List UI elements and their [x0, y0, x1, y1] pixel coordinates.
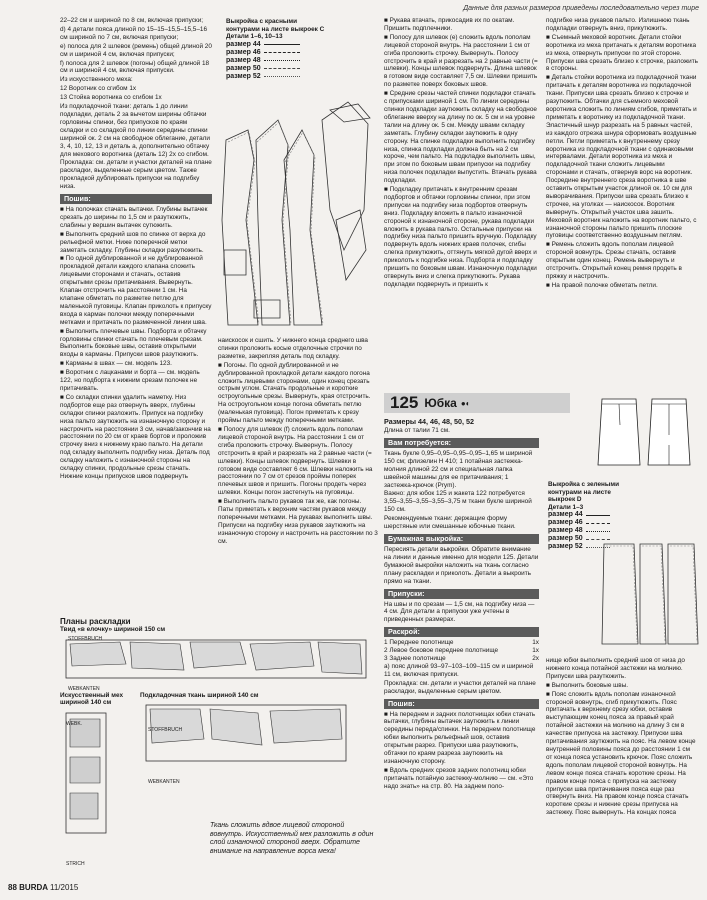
- paragraph: 12 Воротник со сгибом 1x: [60, 85, 137, 93]
- paragraph: ■ Рукава втачать, прикосадив их по окатам. Пришить подплечники.: [384, 17, 515, 32]
- skirt-drawing: [590, 395, 700, 470]
- issue: 11/2015: [49, 883, 79, 892]
- skirt-pattern-diagram: [600, 540, 700, 650]
- difficulty-icon: ●◐: [460, 398, 471, 408]
- layout-caption: Ткань сложить вдвое лицевой стороной вовнутрь. Искусственный мех разложить в один слой изнаночной стороной вверх. Обратите внимание на направление ворса меха!: [210, 822, 374, 855]
- sew-list: [384, 711, 539, 791]
- stoffbruch-label-2: STOFFBRUCH: [148, 727, 183, 733]
- size-52: размер 52: [548, 543, 628, 551]
- paragraph: ■ На переднем и задних полотнищах юбки стачать вытачки, глубины вытачек заутюжить к линии середины переда/спинки. На переднем полотнище юбки выполнить рельефный шов, оставив открытым разрез. Припуски шва разутюжить, обтачки по краям разреза заутюжить на изнаночную сторону.: [384, 710, 536, 765]
- strich-label: STRICH: [66, 861, 85, 867]
- lapel-piece: [336, 210, 366, 280]
- paragraph: нище юбки выполнить средний шов от низа до нижнего конца потайной застежки на молнию. Припуски шва разутюжить.: [546, 657, 685, 680]
- model-length: Длина от талии 71 см.: [384, 427, 450, 434]
- model-sizes: Размеры 44, 46, 48, 50, 52: [384, 417, 474, 426]
- paragraph: е) полоса для 2 шлевок (ремень) общей длиной 20 см и шириной 4 см, включая припуски;: [60, 42, 212, 58]
- size-46: размер 46: [226, 49, 326, 57]
- brand-name: BURDA: [19, 883, 48, 892]
- column-3-top: [384, 17, 539, 387]
- model-125-title: [384, 393, 570, 413]
- paragraph: ■ Съемный меховой воротник. Детали стойки воротника из меха притачать к деталям воротника из меха, отвернуть припуски по этой стороне. Припуски шва срезать близко к строчке, разложить в стороны.: [546, 33, 698, 73]
- layout-title: Планы раскладки: [60, 617, 131, 626]
- cut-piece-qty: 1x: [532, 639, 539, 647]
- col1-sewing: [60, 206, 212, 481]
- model-number: 125: [390, 393, 419, 412]
- paragraph: ■ Пояс сложить вдоль пополам изнаночной стороной вовнутрь, сгиб прикутюжить. Пояс притачать к верхнему срезу юбки, оставив выступающим конец пояса за правый край потайной застежки на молнию на длину 3 см в качестве припуска на застежку. Припуски шва притачивания заутюжить на пояс. На левом конце внутренней половины пояса до расстоянии 1 см от конца пояса установить крючок. Пояс сложить вдоль пополам лицевой стороной вовнутрь. На левом конце пояса стачать короткие срезы. На правом конце пояса с припуска на застежку припуски шва притачивания пояса еще раз отвернуть вниз. На правом конце пояса стачать короткие срезы и нижние срезы припуска на застежку. Пояс вывернуть. На концах пояса: [546, 690, 696, 817]
- paragraph: ■ Со складки спинки удалить наметку. Низ подбортов еще раз отвернуть вверх, глубины складки спинки разложить. Припуск на подгибку низа пальто заутюжить на изнаночную сторону и настрочить на расстоянии 3 см, начав/закончив на расстоянии по 20 см от краев бортов и проложив строчку вниз к нижнему краю пальто. На детали под складку выполнить подгибку низа. Деталь под складку наложить с изнаночной стороны на складку спинки, продольные срезы стачать. Нижние концы припусков швов подвернуть: [60, 393, 211, 480]
- page-number: 88: [8, 883, 17, 892]
- pattern-d-title: Выкройка с зелеными контурами на листе выкроек D: [548, 481, 620, 504]
- paragraph: ■ Средние срезы частей спинки подкладки стачать с припусками шириной 1 см. По линии середины спинки подкладки заутюжить складку на свободное облегание вверху на длину по ок. 5 см и на уровне талии на длину ок. 5 см. Между швами складку заметать. Глубину складки заутюжить в одну сторону. На спинке подкладки выполнить подгибку низа, спинка подкладки должна быть на 2 см короче, чем пальто. На подкладке выполнить швы, при этом по боковым швам припуски на подгибку низа полочек подкладки выпустить. Втачать рукава подкладки.: [384, 90, 537, 185]
- lining-title: Подкладочная ткань шириной 140 см: [140, 691, 259, 699]
- size-50: размер 50: [548, 535, 628, 543]
- cut-piece-name: 3 Заднее полотнище: [384, 655, 446, 663]
- paragraph: ■ Полосу для шлевок (f) сложить вдоль пополам лицевой стороной внутрь. На расстоянии 1 см от сгиба проложить строчку. Вывернуть. Полосу отстрочить в край и разрезать на 2 равные части (= шлевки). Концы шлевок подвернуть. Шлевки в готовом виде составляет 6 см. Шлевки наложить на расстоянии по 7 см от срезов проймы поперек плечевых швов и пришить. Погоны продеть через шлевки. Концы погон застегнуть на пуговицы.: [218, 425, 373, 497]
- skirt-side-piece: [640, 544, 666, 644]
- paragraph: 13 Стойка воротника со сгибом 1x: [60, 94, 162, 102]
- size-46: размер 46: [548, 519, 628, 527]
- paragraph: ■ На полочках стачать вытачки. Глубины вытачек срезать до ширины по 1,5 см и разутюжить, слабины у вершин вытачек сутюжить.: [60, 206, 208, 229]
- pocket-piece: [224, 250, 246, 275]
- cut-piece-qty: 1x: [532, 647, 539, 655]
- paragraph: ■ Погоны. По одной дублированной и не дублированной прокладкой детали каждого погона сложить лицевыми сторонами, один конец срезать острым углом. Стачать продольные и короткие остроугольные срезы. Вывернуть, края отстрочить. На остроугольном конце погона обметать петлю (маленькая пуговица). Погон приметать к срезу проймы пальто между поперечными метками.: [218, 361, 371, 425]
- tweed-layout-diagram: [60, 634, 378, 684]
- paragraph: ■ Подкладку притачать к внутренним срезам подбортов и обтачки горловины спинки, при этом припуски на подгибку низа подбортов отвернуть вниз. Подкладку вложить в пальто изнаночной стороной к изнаночной стороне, рукава подкладки вложить в рукава пальто. Остальные припуски на подгибку низа пальто пришить вручную. Подкладку подвернуть вдоль нижних краев полочек, сгибы слегка прикутюжить, оттянуть мягкой дугой вверх и приколоть к подгибке низа. Подборта и подкладку пришить по боковым швам. Изнаночную подкладки отвернуть вниз и слегка прикутюжить. Рукава подкладки подвернуть и пришить к: [384, 186, 537, 288]
- pattern-c-legend: [226, 18, 326, 81]
- paragraph: ■ Вдоль средних срезов задних полотнищ юбки притачать потайную застежку-молнию — см. «Это надо знать» на стр. 80. На заднем поло-: [384, 766, 534, 790]
- cut-piece-qty: 2x: [532, 655, 539, 663]
- coat-back-piece: [284, 130, 322, 325]
- paragraph: d) 4 детали пояса длиной по 15–15–15,5–15,5–16 см шириной по 7 см, включая припуски;: [60, 25, 208, 41]
- lining-layout-diagram: [140, 699, 360, 769]
- cut-piece-name: 1 Переднее полотнище: [384, 639, 454, 647]
- size-44: размер 44: [226, 41, 326, 49]
- page-footer: [8, 883, 78, 892]
- cut-row: [384, 647, 539, 655]
- paragraph: Прокладка: см. детали и участки деталей на плане раскладки, выделенные серым цветом. Также прокладкой дублировать припуски на подгибку низа.: [60, 159, 212, 191]
- cut-piece-name: 2 Левое боковое переднее полотнище: [384, 647, 499, 655]
- pattern-c-title: Выкройка с красными контурами на листе выкроек С: [226, 18, 325, 33]
- paragraph: ■ Выполнить средний шов по спинке от верха до рельефной метки. Ниже поперечной метки заметать складку. Глубины складки разутюжить.: [60, 230, 206, 254]
- paragraph: подгибке низа рукавов пальто. Излишнюю ткань подкладки отвернуть вниз, прикутюжить.: [546, 17, 690, 32]
- webkanten-label-1: WEBKANTEN: [68, 686, 100, 692]
- col1-sewing-title: Пошив:: [60, 194, 212, 204]
- paragraph: ■ Ремень сложить вдоль пополам лицевой стороной вовнутрь. Срезы стачать, оставив открытым один конец. Ремень вывернуть и отстрочить. Открытый конец ремня продеть в пряжку и настрочить.: [546, 241, 682, 280]
- paragraph: ■ Деталь стойки воротника из подкладочной ткани притачать к деталям воротника из подкладочной ткани. Припуски шва срезать близко к строчке и разутюжить. Обтачки для съемного меховой воротника сложить по линиям сгибов, приметать и приметать к воротнику из подкладочной ткани. Эластичный шнур разрезать на 5 равных частей, из каждого отрезка шнура сформовать воздушные петли. Петли приметать к внутреннему срезу воротника из подкладочной ткани с одинаковыми интервалами. Детали воротника из меха и подкладочной ткани сложить лицевыми сторонами и стачать, отвернув ворс на воротник. Посредине внутреннего среза воротника в шве оставить открытым участок длиной ок. 10 см для выворачивания. Припуски шва срезать близко к строчке, на уголках — наискосок. Воротник вывернуть. Открытый участок шва зашить. Меховой воротник наложить на воротник пальто, с изнаночной стороны пальто пришить плоские пуговицы соответственно воздушным петлям.: [546, 74, 697, 240]
- cut-title: Раскрой:: [384, 627, 539, 637]
- size-52: размер 52: [226, 73, 326, 81]
- fur-title: Искусственный мех шириной 140 см: [60, 691, 124, 707]
- paragraph: Из подкладочной ткани: деталь 1 до линии подкладки, деталь 2 за вычетом ширины обтачки горловины спинки, без припусков по краям складки и со складкой по линии середины спинки шириной ок. 2 см на свободное облегание, детали 3, 4, 10, 12, 13 и деталь а, дополнительно обтачку для мехового воротника (деталь 12) 2х со сгибом.: [60, 103, 210, 158]
- model-name: Юбка: [424, 396, 457, 410]
- paragraph: 22–22 см и шириной по 8 см, включая припуски;: [60, 17, 204, 24]
- paper-title: Бумажная выкройка:: [384, 534, 539, 544]
- col1-top: [60, 17, 212, 191]
- stoffbruch-label-1: STOFFBRUCH: [68, 636, 103, 642]
- cut-row: [384, 655, 539, 663]
- model-125-column: [384, 417, 539, 867]
- need-title: Вам потребуется:: [384, 438, 539, 448]
- paragraph: ■ По одной дублированной и не дублированной прокладкой детали каждого клапана сложить лицевыми сторонами и стачать, оставив открытыми срезы притачивания. Вывернуть. Клапан отстрочить на расстоянии 1 см. На клапане обметать по разметке петлю для маленькой пуговицы. Клапан приколоть к припуску входа в карман полочки между поперечными метками и притачать по размеченной линии шва.: [60, 255, 212, 326]
- fur-layout: [60, 692, 140, 837]
- allow-text: На швы и по срезам — 1,5 см, на подгибку низа — 4 см. Для детали а припуски уже учтены в приведенных размерах.: [384, 600, 535, 624]
- cut-interlining: Прокладка: см. детали и участки деталей на плане раскладки, выделенные серым цветом.: [384, 679, 536, 695]
- paragraph: наискосок и сшить. У нижнего конца среднего шва спинки проложить косые отделочные строчки по разметке, закрепляя деталь под складку.: [218, 337, 368, 360]
- paragraph: ■ Полосу для шлевок (е) сложить вдоль пополам лицевой стороной внутрь. На расстоянии 1 см от сгиба проложить строчку. Вывернуть. Полосу отстрочить в край и разрезать на 2 равные части (= шлевки). Концы шлевок подвернуть. Длина шлевок в готовом виде составляет 7,5 см. Шлевки пришить по разметке поверх боковых швов.: [384, 33, 538, 89]
- pattern-c-sizes: [226, 41, 326, 81]
- paper-text: Пересиять детали выкройки. Обратите внимание на линии и данные именно для модели 125. Детали бумажной выкройки наложить на ткань согласно плану раскладки и приколоть. Детали а выкроить прямо на ткани.: [384, 545, 539, 585]
- cut-row: [384, 639, 539, 647]
- paragraph: Важно: для юбок 125 и жакета 122 потребуется 3,55–3,55–3,55–3,55–3,75 м ткани букле шириной 150 см.: [384, 490, 532, 514]
- coat-sleeve-piece: [322, 102, 368, 250]
- skirt-front-piece: [602, 544, 638, 644]
- coat-collar-piece: [330, 104, 370, 122]
- size-48: размер 48: [548, 527, 628, 535]
- coat-pattern-diagram: [218, 100, 378, 335]
- column-4-top: [546, 17, 698, 389]
- page-header: Данные для разных размеров приведены последовательно через тире: [463, 5, 699, 12]
- lining-layout: [140, 692, 360, 837]
- paragraph: ■ Воротник с лацканами и борта — см. модель 122, но подборта к нижним срезам полочек не притачивать.: [60, 369, 200, 392]
- size-48: размер 48: [226, 57, 326, 65]
- cut-table: [384, 639, 539, 663]
- paragraph: ■ Выполнить пальто рукавов так же, как погоны. Паты приметать к верхним частям рукавов между поперечными метками. На рукавах выполнить швы. Припуски на подгибку низа рукавов заутюжить на изнаночную сторону и настрочить на расстоянии по 3 см.: [218, 498, 378, 545]
- paragraph: Ткань букле 0,95–0,95–0,95–0,95–1,65 м шириной 150 см; флизелин Н 410; 1 потайная застежка-молния длиной 22 см и специальная лапка швейной машины для ее притачивания; 1 застежка-крючок (Prym).: [384, 449, 533, 489]
- paragraph: ■ Выполнить плечевые швы. Подбортa и обтачку горловины спинки стачать по плечевым срезам. Выполнить боковые швы, оставив открытыми входы в карманы. Припуски швов разутюжить.: [60, 327, 207, 359]
- paragraph: ■ Карманы в швах — см. модель 123.: [60, 360, 172, 368]
- pattern-d-details: Детали 1–3: [548, 503, 584, 511]
- column-1: [60, 17, 212, 617]
- pattern-c-details: Детали 1–6, 10–13: [226, 33, 283, 41]
- paragraph: Рекомендуемые ткани: держащие форму шерстяные или смешанные юбочные ткани.: [384, 515, 516, 531]
- sew-title: Пошив:: [384, 699, 539, 709]
- size-44: размер 44: [548, 511, 628, 519]
- tweed-title: Твид «в елочку» шириной 150 см: [60, 626, 166, 633]
- paragraph: f) полоса для 2 шлевок (погоны) общей длиной 18 см и шириной 4 см, включая припуски.: [60, 59, 210, 75]
- size-50: размер 50: [226, 65, 326, 73]
- webk-label: WEBK.: [66, 721, 83, 727]
- need-list: [384, 450, 539, 531]
- allow-title: Припуски:: [384, 589, 539, 599]
- paragraph: ■ Выполнить боковые швы.: [546, 681, 629, 689]
- layout-row-2: [60, 692, 378, 837]
- coat-side-piece: [256, 120, 290, 325]
- webkanten-label-2: WEBKANTEN: [148, 779, 180, 785]
- column-5-bottom: [546, 657, 698, 887]
- column-2-text: [218, 337, 378, 600]
- paragraph: Из искусственного меха:: [60, 76, 133, 84]
- cut-extra: а) пояс длиной 93–97–103–109–115 см и шириной 11 см, включая припуски.: [384, 662, 534, 678]
- paragraph: ■ На правой полочке обметать петли.: [546, 281, 658, 289]
- coat-front-piece: [222, 130, 258, 325]
